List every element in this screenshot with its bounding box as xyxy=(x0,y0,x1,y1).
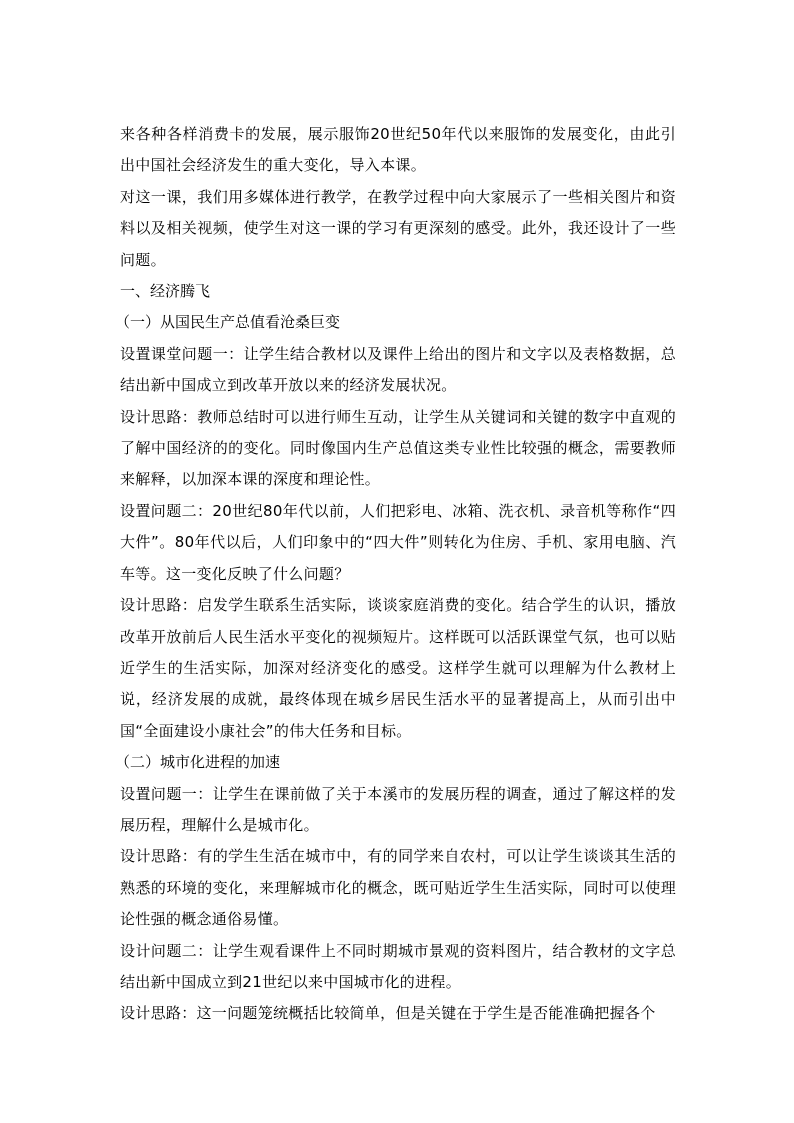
question-two-paragraph: 设置问题二：20世纪80年代以前，人们把彩电、冰箱、洗衣机、录音机等称作“四大件”。80年代以后，人们印象中的“四大件”则转化为住房、手机、家用电脑、汽车等。这一变化反映了什么问题？ xyxy=(120,501,676,583)
question-one-paragraph: 设置问题一：让学生在课前做了关于本溪市的发展历程的调查，通过了解这样的发展历程，理解什么是城市化。 xyxy=(120,784,676,834)
teaching-method-paragraph: 对这一课，我们用多媒体进行教学，在教学过程中向大家展示了一些相关图片和资料以及相关视频，使学生对这一课的学习有更深刻的感受。此外，我还设计了一些问题。 xyxy=(120,187,676,269)
intro-paragraph: 来各种各样消费卡的发展，展示服饰20世纪50年代以来服饰的发展变化，由此引出中国社会经济发生的重大变化，导入本课。 xyxy=(120,125,676,175)
subsection-heading-urbanization: （二）城市化进程的加速 xyxy=(115,753,281,772)
design-idea-paragraph: 设计思路：有的学生生活在城市中，有的同学来自农村，可以让学生谈谈其生活的熟悉的环境的变化，来理解城市化的概念，既可贴近学生生活实际，同时可以使理论性强的概念通俗易懂。 xyxy=(120,847,676,929)
design-idea-paragraph: 设计思路：启发学生联系生活实际，谈谈家庭消费的变化。结合学生的认识，播放改革开放前后人民生活水平变化的视频短片。这样既可以活跃课堂气氛，也可以贴近学生的生活实际，加深对经济变化的感受。这样学生就可以理解为什么教材上说，经济发展的成就，最终体现在城乡居民生活水平的显著提高上，从而引出中国“全面建设小康社会”的伟大任务和目标。 xyxy=(120,596,676,740)
design-idea-paragraph: 设计思路：这一问题笼统概括比较简单，但是关键在于学生是否能准确把握各个 xyxy=(120,1004,656,1023)
section-heading-economy: 一、经济腾飞 xyxy=(120,282,211,301)
subsection-heading-gnp: （一）从国民生产总值看沧桑巨变 xyxy=(115,313,341,332)
design-idea-paragraph: 设计思路：教师总结时可以进行师生互动，让学生从关键词和关键的数字中直观的了解中国经济的的变化。同时像国内生产总值这类专业性比较强的概念，需要教师来解释，以加深本课的深度和理论性。 xyxy=(120,407,676,489)
question-one-paragraph: 设置课堂问题一：让学生结合教材以及课件上给出的图片和文字以及表格数据，总结出新中国成立到改革开放以来的经济发展状况。 xyxy=(120,344,676,395)
document-body xyxy=(115,119,676,1030)
question-two-paragraph: 设计问题二：让学生观看课件上不同时期城市景观的资料图片，结合教材的文字总结出新中国成立到21世纪以来中国城市化的进程。 xyxy=(120,941,676,991)
